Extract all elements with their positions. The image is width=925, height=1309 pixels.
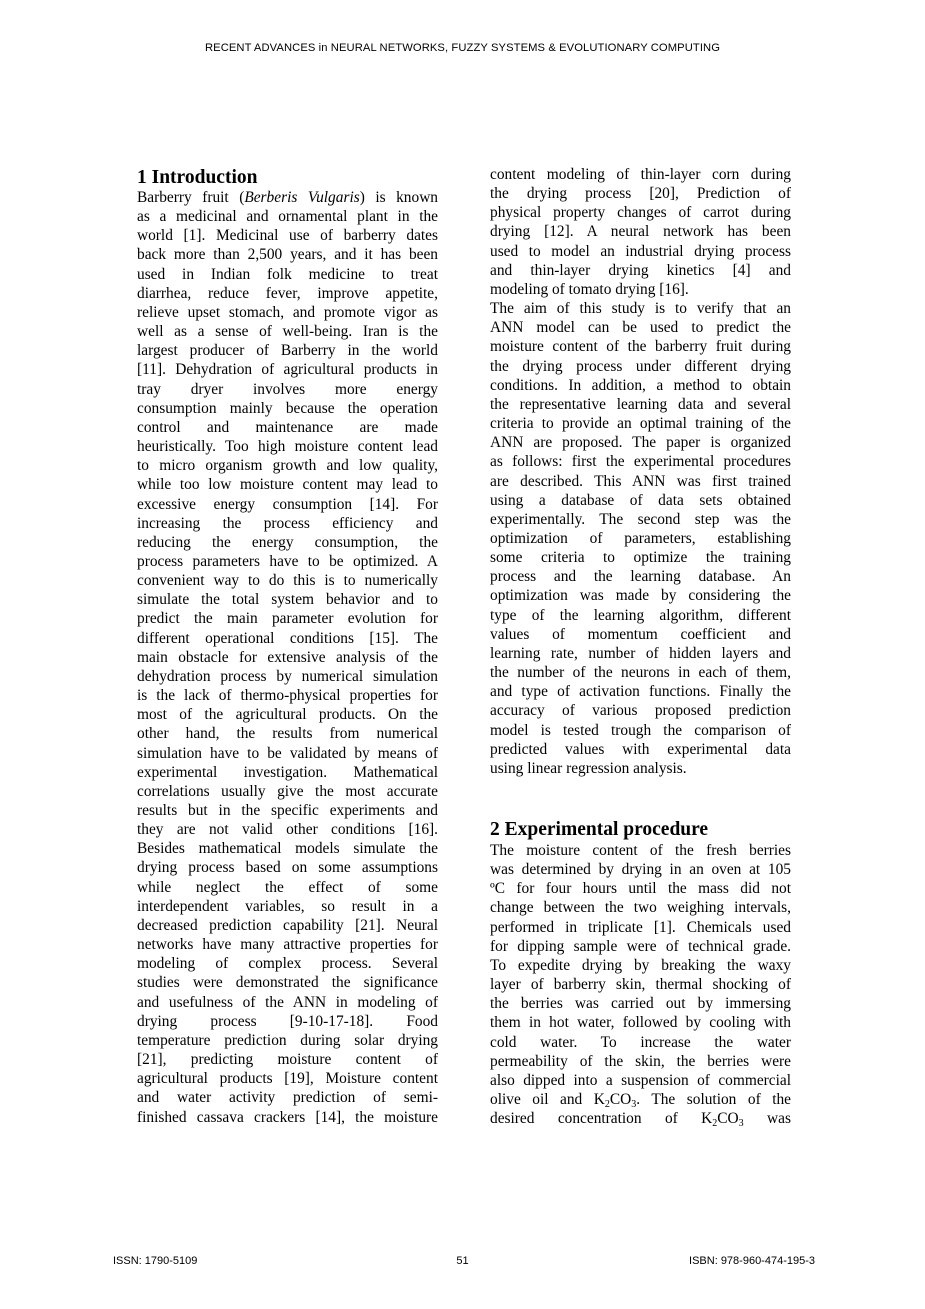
text-line	[137, 188, 438, 207]
text-line: was determined by drying in an oven at 105	[490, 861, 791, 879]
running-header: RECENT ADVANCES in NEURAL NETWORKS, FUZZY SYSTEMS & EVOLUTIONARY COMPUTING	[204, 42, 721, 54]
text-line: largest producer of Barberry in the world	[137, 342, 438, 360]
text-segment: CO	[609, 1091, 632, 1109]
text-line: content modeling of thin-layer corn during	[490, 166, 791, 183]
text-line: optimization was made by considering the	[490, 587, 791, 605]
text-line: other hand, the results from numerical	[137, 725, 438, 743]
text-line: is the lack of thermo-physical properties for	[137, 687, 438, 705]
text-line: control and maintenance are made	[137, 418, 438, 436]
text-line: while neglect the effect of some	[137, 878, 438, 896]
text-segment: desired concentration of K	[490, 1110, 713, 1128]
text-line: the representative learning data and several	[490, 395, 791, 413]
text-line: simulation have to be validated by means of	[137, 744, 438, 762]
text-line: accuracy of various proposed prediction	[490, 702, 791, 720]
text-line: predict the main parameter evolution for	[137, 610, 438, 628]
text-line: [21], predicting moisture content of	[137, 1051, 438, 1069]
text-line: as a medicinal and ornamental plant in the	[137, 208, 438, 226]
text-line: ANN model can be used to predict the	[490, 319, 791, 337]
text-line: the drying process [20], Prediction of	[490, 185, 791, 203]
text-line: consumption mainly because the operation	[137, 399, 438, 417]
text-line: physical property changes of carrot during	[490, 204, 791, 222]
text-line: different operational conditions [15]. The	[137, 629, 438, 647]
text-line: reducing the energy consumption, the	[137, 533, 438, 551]
text-line: the berries was carried out by immersing	[490, 995, 791, 1013]
text-line: ºC for four hours until the mass did not	[490, 880, 791, 898]
text-line: values of momentum coefficient and	[490, 625, 791, 643]
text-line: tray dryer involves more energy	[137, 380, 438, 398]
text-line: experimentally. The second step was the	[490, 510, 791, 528]
text-line: main obstacle for extensive analysis of the	[137, 648, 438, 666]
text-line: experimental investigation. Mathematical	[137, 763, 438, 781]
text-line: as follows: first the experimental procedures	[490, 453, 791, 471]
text-line: modeling of complex process. Several	[137, 955, 438, 973]
footer-page-number: 51	[456, 1255, 469, 1267]
text-line: layer of barberry skin, thermal shocking of	[490, 976, 791, 994]
text-line: finished cassava crackers [14], the moisture	[137, 1108, 438, 1126]
text-line: the drying process under different drying	[490, 357, 791, 375]
text-line: predicted values with experimental data	[490, 740, 791, 758]
text-line: they are not valid other conditions [16].	[137, 821, 438, 839]
text-line: well as a sense of well-being. Iran is the	[137, 323, 438, 341]
text-line: using a database of data sets obtained	[490, 491, 791, 509]
text-line: decreased prediction capability [21]. Neural	[137, 916, 438, 934]
text-line: and water activity prediction of semi-	[137, 1089, 438, 1107]
text-line: permeability of the skin, the berries were	[490, 1052, 791, 1070]
section-heading-introduction: 1 Introduction	[137, 167, 258, 188]
text-line: results but in the specific experiments and	[137, 802, 438, 819]
text-line: using linear regression analysis.	[490, 759, 687, 777]
text-line: most of the agricultural products. On the	[137, 706, 438, 724]
subscript: 2	[712, 1118, 718, 1130]
text-line: drying process based on some assumptions	[137, 859, 438, 877]
text-line: used to model an industrial drying process	[490, 242, 791, 260]
text-line: Besides mathematical models simulate the	[137, 840, 438, 858]
experimental-procedure-text	[490, 841, 791, 1128]
text-line: diarrhea, reduce fever, improve appetite,	[137, 284, 438, 302]
text-line: temperature prediction during solar drying	[137, 1031, 438, 1049]
left-column-text	[137, 188, 438, 1127]
text-line: and type of activation functions. Finally the	[490, 683, 791, 701]
text-line: and thin-layer drying kinetics [4] and	[490, 261, 791, 279]
text-line: agricultural products [19], Moisture content	[137, 1070, 438, 1088]
text-line: modeling of tomato drying [16].	[490, 280, 689, 298]
text-line: dehydration process by numerical simulation	[137, 667, 438, 685]
text-line: process parameters have to be optimized. A	[137, 552, 438, 570]
text-line: moisture content of the barberry fruit during	[490, 338, 791, 356]
text-line	[490, 1090, 791, 1109]
text-line: correlations usually give the most accurate	[137, 782, 438, 800]
text-line: To expedite drying by breaking the waxy	[490, 956, 791, 974]
text-line: model is tested trough the comparison of	[490, 721, 791, 739]
italic-text: Berberis Vulgaris	[244, 189, 360, 206]
text-segment: ) is known	[359, 189, 439, 206]
subscript: 2	[604, 1099, 610, 1111]
text-line: drying [12]. A neural network has been	[490, 223, 791, 241]
text-line: heuristically. Too high moisture content lead	[137, 438, 438, 456]
subscript: 3	[631, 1099, 637, 1111]
text-line: some criteria to optimize the training	[490, 549, 791, 567]
text-line: learning rate, number of hidden layers and	[490, 644, 791, 662]
text-segment: Barberry fruit (	[137, 189, 245, 206]
text-line: studies were demonstrated the significance	[137, 974, 438, 992]
text-line: change between the two weighing intervals,	[490, 899, 791, 917]
text-line	[490, 1109, 791, 1128]
text-line: simulate the total system behavior and to	[137, 591, 438, 609]
text-line: conditions. In addition, a method to obtain	[490, 376, 791, 394]
subscript: 3	[738, 1118, 744, 1130]
text-line: [11]. Dehydration of agricultural products in	[137, 361, 438, 379]
text-segment: was	[743, 1110, 791, 1128]
text-line: The moisture content of the fresh berries	[490, 842, 791, 859]
text-line: optimization of parameters, establishing	[490, 529, 791, 547]
text-line: them in hot water, followed by cooling with	[490, 1014, 791, 1032]
text-line: relieve upset stomach, and promote vigor as	[137, 303, 438, 321]
text-segment: olive oil and K	[490, 1091, 605, 1109]
text-line: while too low moisture content may lead to	[137, 476, 438, 494]
text-line: convenient way to do this is to numerically	[137, 572, 438, 590]
section-heading-experimental-procedure: 2 Experimental procedure	[490, 819, 709, 840]
text-line: criteria to provide an optimal training of the	[490, 415, 791, 433]
text-segment: CO	[717, 1110, 739, 1128]
footer-issn: ISSN: 1790-5109	[113, 1255, 198, 1267]
text-line: performed in triplicate [1]. Chemicals used	[490, 918, 791, 936]
text-line: back more than 2,500 years, and it has been	[137, 246, 438, 264]
text-line: used in Indian folk medicine to treat	[137, 265, 438, 283]
text-line: ANN are proposed. The paper is organized	[490, 434, 791, 452]
text-line: process and the learning database. An	[490, 568, 791, 586]
text-line: interdependent variables, so result in a	[137, 897, 438, 915]
text-line: are described. This ANN was first trained	[490, 472, 791, 490]
text-line: type of the learning algorithm, different	[490, 606, 791, 624]
text-line: excessive energy consumption [14]. For	[137, 495, 438, 513]
text-line: and usefulness of the ANN in modeling of	[137, 993, 438, 1011]
text-line: The aim of this study is to verify that an	[490, 300, 791, 318]
text-line: cold water. To increase the water	[490, 1033, 791, 1051]
right-column-text	[490, 165, 791, 778]
text-line: drying process [9-10-17-18]. Food	[137, 1012, 438, 1030]
footer-isbn: ISBN: 978-960-474-195-3	[689, 1255, 815, 1267]
text-line: networks have many attractive properties for	[137, 936, 438, 954]
text-line: also dipped into a suspension of commercial	[490, 1071, 791, 1089]
text-line: for dipping sample were of technical grade.	[490, 937, 791, 955]
text-line: world [1]. Medicinal use of barberry dates	[137, 227, 438, 245]
text-line: increasing the process efficiency and	[137, 514, 438, 532]
text-line: the number of the neurons in each of them,	[490, 664, 791, 682]
text-line: to micro organism growth and low quality,	[137, 457, 438, 475]
text-segment: . The solution of the	[636, 1091, 791, 1109]
